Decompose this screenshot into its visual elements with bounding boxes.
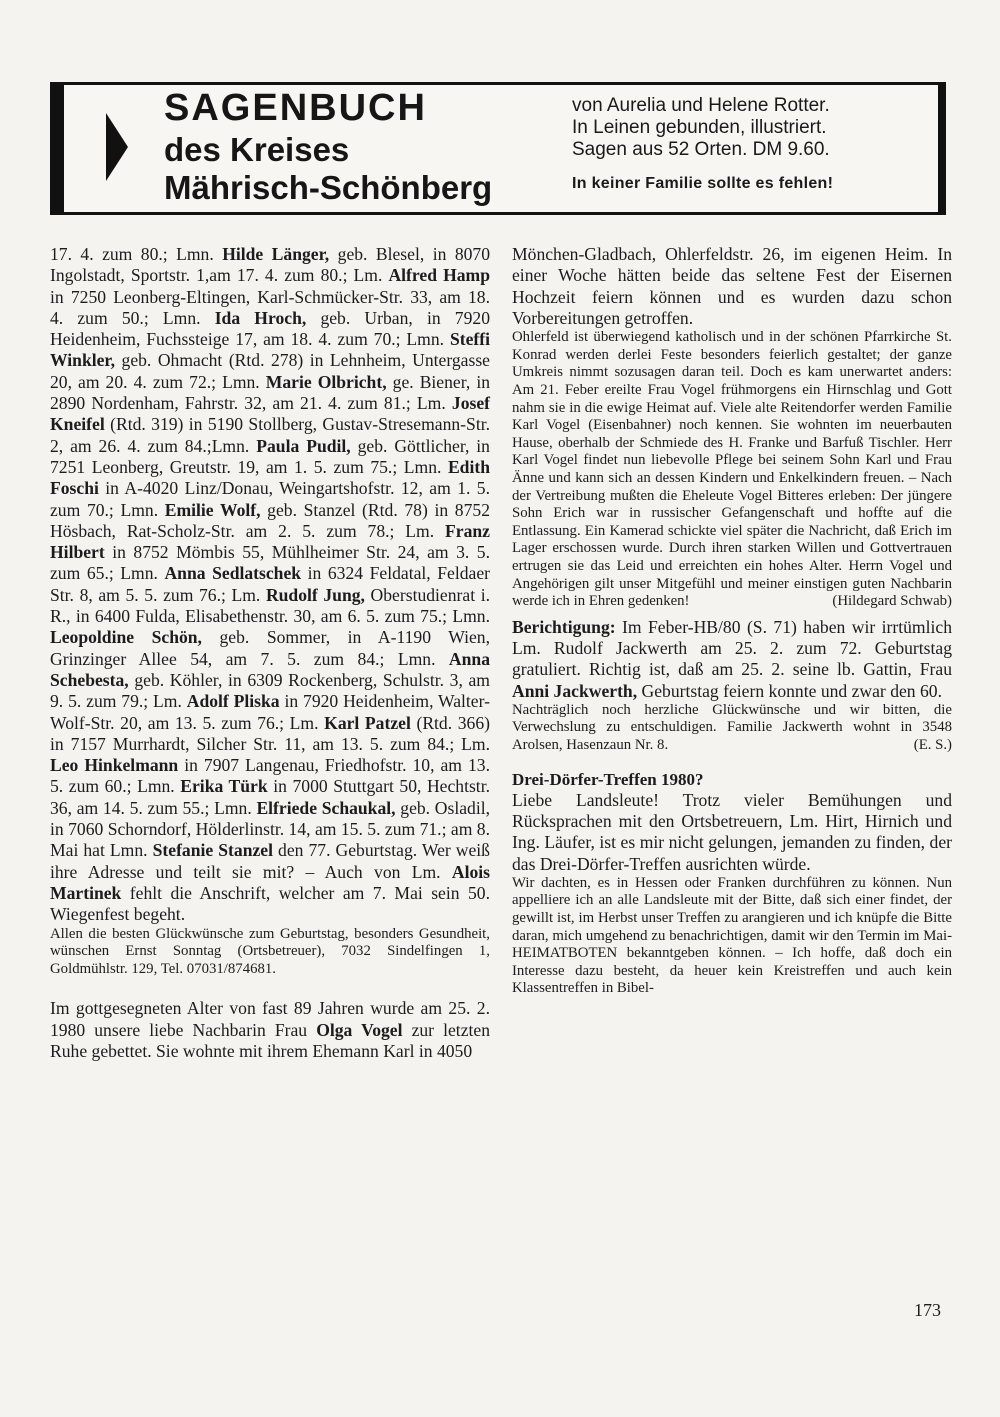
name-highlight: Olga Vogel [316, 1019, 403, 1040]
text-run: zur letzten Ruhe gebettet. Sie wohnte mit ihrem Ehemann Karl in 4050 [50, 1019, 490, 1061]
name-highlight: Rudolf Jung, [265, 584, 365, 605]
text-run: in A-4020 Linz/Donau, Weingartshofstr. 12, am 1. 5. zum 70.; Lmn. [50, 478, 490, 520]
correction-paragraph [512, 617, 952, 702]
text-run: geb. Blesel, in 8070 Ingolstadt, Sportstr. 1,am 17. 4. zum 80.; Lm. [50, 244, 491, 286]
obituary-signature: (Hildegard Schwab) [832, 593, 952, 610]
left-column [50, 244, 490, 1062]
text-run: geb. Köhler, in 6309 Rockenberg, Schulstr. 3, am 9. 5. zum 79.; Lm. [50, 669, 490, 712]
name-highlight: Edith Foschi [50, 456, 490, 499]
name-highlight: Karl Patzel [324, 712, 411, 733]
name-highlight: Anni Jackwerth, [512, 680, 638, 701]
text-run: in 7000 Stuttgart 50, Hechtstr. 36, am 14. 5. zum 55.; Lmn. [50, 776, 490, 818]
name-highlight: Hilde Länger, [222, 244, 330, 264]
text-run: geb. Sommer, in A-1190 Wien, Grinzinger Allee 54, am 7. 5. zum 84.; Lmn. [50, 627, 490, 669]
text-run: in 6324 Feldatal, Feldaer Str. 8, am 5. 5. zum 76.; Lm. [50, 563, 490, 605]
ad-title [164, 89, 492, 209]
text-run: in 8752 Mömbis 55, Mühlheimer Str. 24, am 3. 5. zum 65.; Lmn. [50, 542, 490, 584]
ad-info-line2: In Leinen gebunden, illustriert. [572, 117, 827, 138]
text-run: geb. Osladil, in 7060 Schorndorf, Hölderlinstr. 14, am 15. 5. zum 71.; am 8. Mai hat Lmn. [50, 797, 491, 861]
birthday-greeting: Allen die besten Glückwünsche zum Geburtstag, besonders Gesundheit, wünschen Ernst Sonntag (Ortsbetreuer), 7032 Sindelfingen 1, Goldmühlstr. 129, Tel. 07031/874681. [50, 925, 490, 977]
name-highlight: Steffi Winkler, [50, 329, 490, 371]
text-run: geb. Urban, in 7920 Heidenheim, Fuchssteige 17, am 18. 4. zum 70.; Lmn. [50, 307, 490, 350]
ad-cta: In keiner Familie sollte es fehlen! [572, 175, 834, 192]
obituary-body: Ohlerfeld ist überwiegend katholisch und in der schönen Pfarrkirche St. Konrad werden derlei Feste besonders feierlich gestaltet; der ganze Umkreis nimmt sozusagen daran teil. Doch es kam unerwartet anders: Am 21. Feber ereilte Frau Vogel frühmorgens ein Hirnschlag und Gott nahm sie in die ewige Heimat auf. Viele alte Reitendorfer werden Familie Karl Vogel (Eisenbahner) noch kennen. Sie wohnten im neuerbauten Hause, oberhalb der Schmiede des H. Franke und Barfuß Tischler. Herr Karl Vogel findet nun liebevolle Pflege bei seinem Sohn Karl und Frau Änne und kann sich an dessen Kindern und Enkelkindern freuen. – Nach der Vertreibung mußten die Eheleute Vogel Bitteres erleben: Der jüngere Sohn Erich war in russischer Gefangenschaft und hoffte auf die Entlassung. Ein Kamerad schickte viel später die Nachricht, daß Erich im Lager erschossen wurde. Durch ihren starken Willen und Gottvertrauen ertrugen sie das Leid und erreichten ein hohes Alter. Herrn Vogel und Angehörigen gilt unser Mitgefühl und meiner einstigen guten Nachbarin werde ich in Ehren gedenken! [512, 329, 952, 610]
ad-title-line3: Mährisch-Schönberg [164, 169, 493, 206]
text-run: geb. Göttlicher, in 7251 Leonberg, Greutstr. 19, am 1. 5. zum 75.; Lmn. [50, 435, 490, 477]
obituary-continued: Mönchen-Gladbach, Ohlerfeldstr. 26, im eigenen Heim. In einer Woche hätten beide das seltene Fest der Eisernen Hochzeit feiern können und es wurden dazu schon Vorbereitungen getroffen. [512, 244, 952, 328]
name-highlight: Alois Martinek [50, 861, 490, 903]
text-run: geb. Ohmacht (Rtd. 278) in Lehnheim, Untergasse 20, am 20. 4. zum 72.; Lmn. [50, 350, 490, 392]
ad-title-line1: SAGENBUCH [164, 87, 427, 129]
arrow-icon [106, 113, 128, 181]
name-highlight: Adolf Pliska [186, 691, 280, 712]
text-run: fehlt die Anschrift, welcher am 7. Mai sein 50. Wiegenfest begeht. [50, 882, 490, 925]
obituary-start [50, 998, 490, 1062]
text-run: den 77. Geburtstag. Wer weiß ihre Adresse und teilt sie mit? – Auch von Lm. [50, 840, 490, 882]
obituary-text [512, 329, 952, 611]
text-run: 17. 4. zum 80.; Lmn. [50, 244, 223, 264]
section-heading: Drei-Dörfer-Treffen 1980? [512, 769, 704, 789]
text-run: Im Feber-HB/80 (S. 71) haben wir irrtümlich Lm. Rudolf Jackwerth am 25. 2. zum 72. Geburtstag gratuliert. Richtig ist, daß am 25. 2. seine lb. Gattin, Frau [512, 616, 952, 680]
name-highlight: Josef Kneifel [50, 393, 490, 435]
name-highlight: Marie Olbricht, [265, 371, 387, 392]
name-highlight: Stefanie Stanzel [152, 840, 273, 861]
name-highlight: Elfriede Schaukal, [256, 797, 396, 818]
name-highlight: Franz Hilbert [50, 520, 490, 563]
text-run: Im gottgesegneten Alter von fast 89 Jahren wurde am 25. 2. 1980 unsere liebe Nachbarin Frau [50, 998, 490, 1040]
text-run: in 7920 Heidenheim, Walter-Wolf-Str. 20, am 13. 5. zum 76.; Lm. [50, 691, 490, 733]
text-run: (Rtd. 319) in 5190 Stollberg, Gustav-Stresemann-Str. 2, am 26. 4. zum 84.;Lmn. [50, 414, 490, 456]
birthday-list [50, 244, 490, 926]
ad-info-line1: von Aurelia und Helene Rotter. [572, 95, 830, 116]
name-highlight: Leo Hinkelmann [50, 755, 179, 776]
text-run: geb. Stanzel (Rtd. 78) in 8752 Hösbach, Rat-Scholz-Str. am 2. 5. zum 78.; Lm. [50, 499, 490, 541]
ad-info [572, 95, 942, 193]
advertisement-box [50, 82, 946, 215]
name-highlight: Leopoldine Schön, [50, 627, 202, 648]
name-highlight: Anna Schebesta, [50, 648, 490, 690]
right-column [512, 244, 952, 998]
ad-title-line2: des Kreises [164, 131, 350, 168]
name-highlight: Erika Türk [180, 776, 268, 797]
text-run: ge. Biener, in 2890 Nordenham, Fahrstr. 32, am 21. 4. zum 81.; Lm. [50, 371, 491, 414]
name-highlight: Ida Hroch, [214, 307, 307, 328]
name-highlight: Anna Sedlatschek [164, 563, 302, 584]
text-run: in 7907 Langenau, Friedhofstr. 10, am 13. 5. zum 60.; Lmn. [50, 755, 490, 797]
ad-info-line3: Sagen aus 52 Orten. DM 9.60. [572, 139, 830, 160]
correction-signature: (E. S.) [913, 737, 952, 754]
correction-note-body: Nachträglich noch herzliche Glückwünsche und wir bitten, die Verwechslung zu entschuldigen. Familie Jackwerth wohnt in 3548 Arolsen, Hasenzaun Nr. 8. [512, 701, 952, 754]
text-run: (Rtd. 366) in 7157 Murrhardt, Silcher Str. 11, am 13. 5. zum 84.; Lm. [50, 712, 490, 754]
name-highlight: Paula Pudil, [256, 435, 351, 456]
text-run: in 7250 Leonberg-Eltingen, Karl-Schmücker-Str. 33, am 18. 4. zum 50.; Lmn. [50, 286, 490, 328]
name-highlight: Berichtigung: [512, 616, 616, 637]
text-run: Oberstudienrat i. R., in 6400 Fulda, Elisabethenstr. 30, am 6. 5. zum 75.; Lmn. [50, 584, 490, 627]
name-highlight: Emilie Wolf, [164, 499, 261, 520]
page-number: 173 [914, 1300, 941, 1320]
meeting-paragraph-small: Wir dachten, es in Hessen oder Franken durchführen zu können. Nun appelliere ich an alle Landsleute mit der Bitte, daß sich einer findet, der gewillt ist, im Herbst unser Treffen zu arangieren und ich knüpfe die Bitte daran, mich umgehend zu benachrichtigen, damit wir den Termin im Mai-HEIMATBOTEN bekanntgeben können. – Ich hoffe, daß doch ein Interesse dazu besteht, da heuer kein Kreistreffen und auch kein Klassentreffen in Bibel- [512, 874, 952, 997]
meeting-paragraph: Liebe Landsleute! Trotz vieler Bemühungen und Rücksprachen mit den Ortsbetreuern, Lm. Hirt, Hirnich und Ing. Läufer, ist es mir nicht gelungen, jemanden zu finden, der das Drei-Dörfer-Treffen ausrichten würde. [512, 789, 952, 874]
text-run: Geburtstag feiern konnte und zwar den 60. [637, 680, 942, 701]
name-highlight: Alfred Hamp [388, 265, 490, 286]
correction-note [512, 702, 952, 755]
